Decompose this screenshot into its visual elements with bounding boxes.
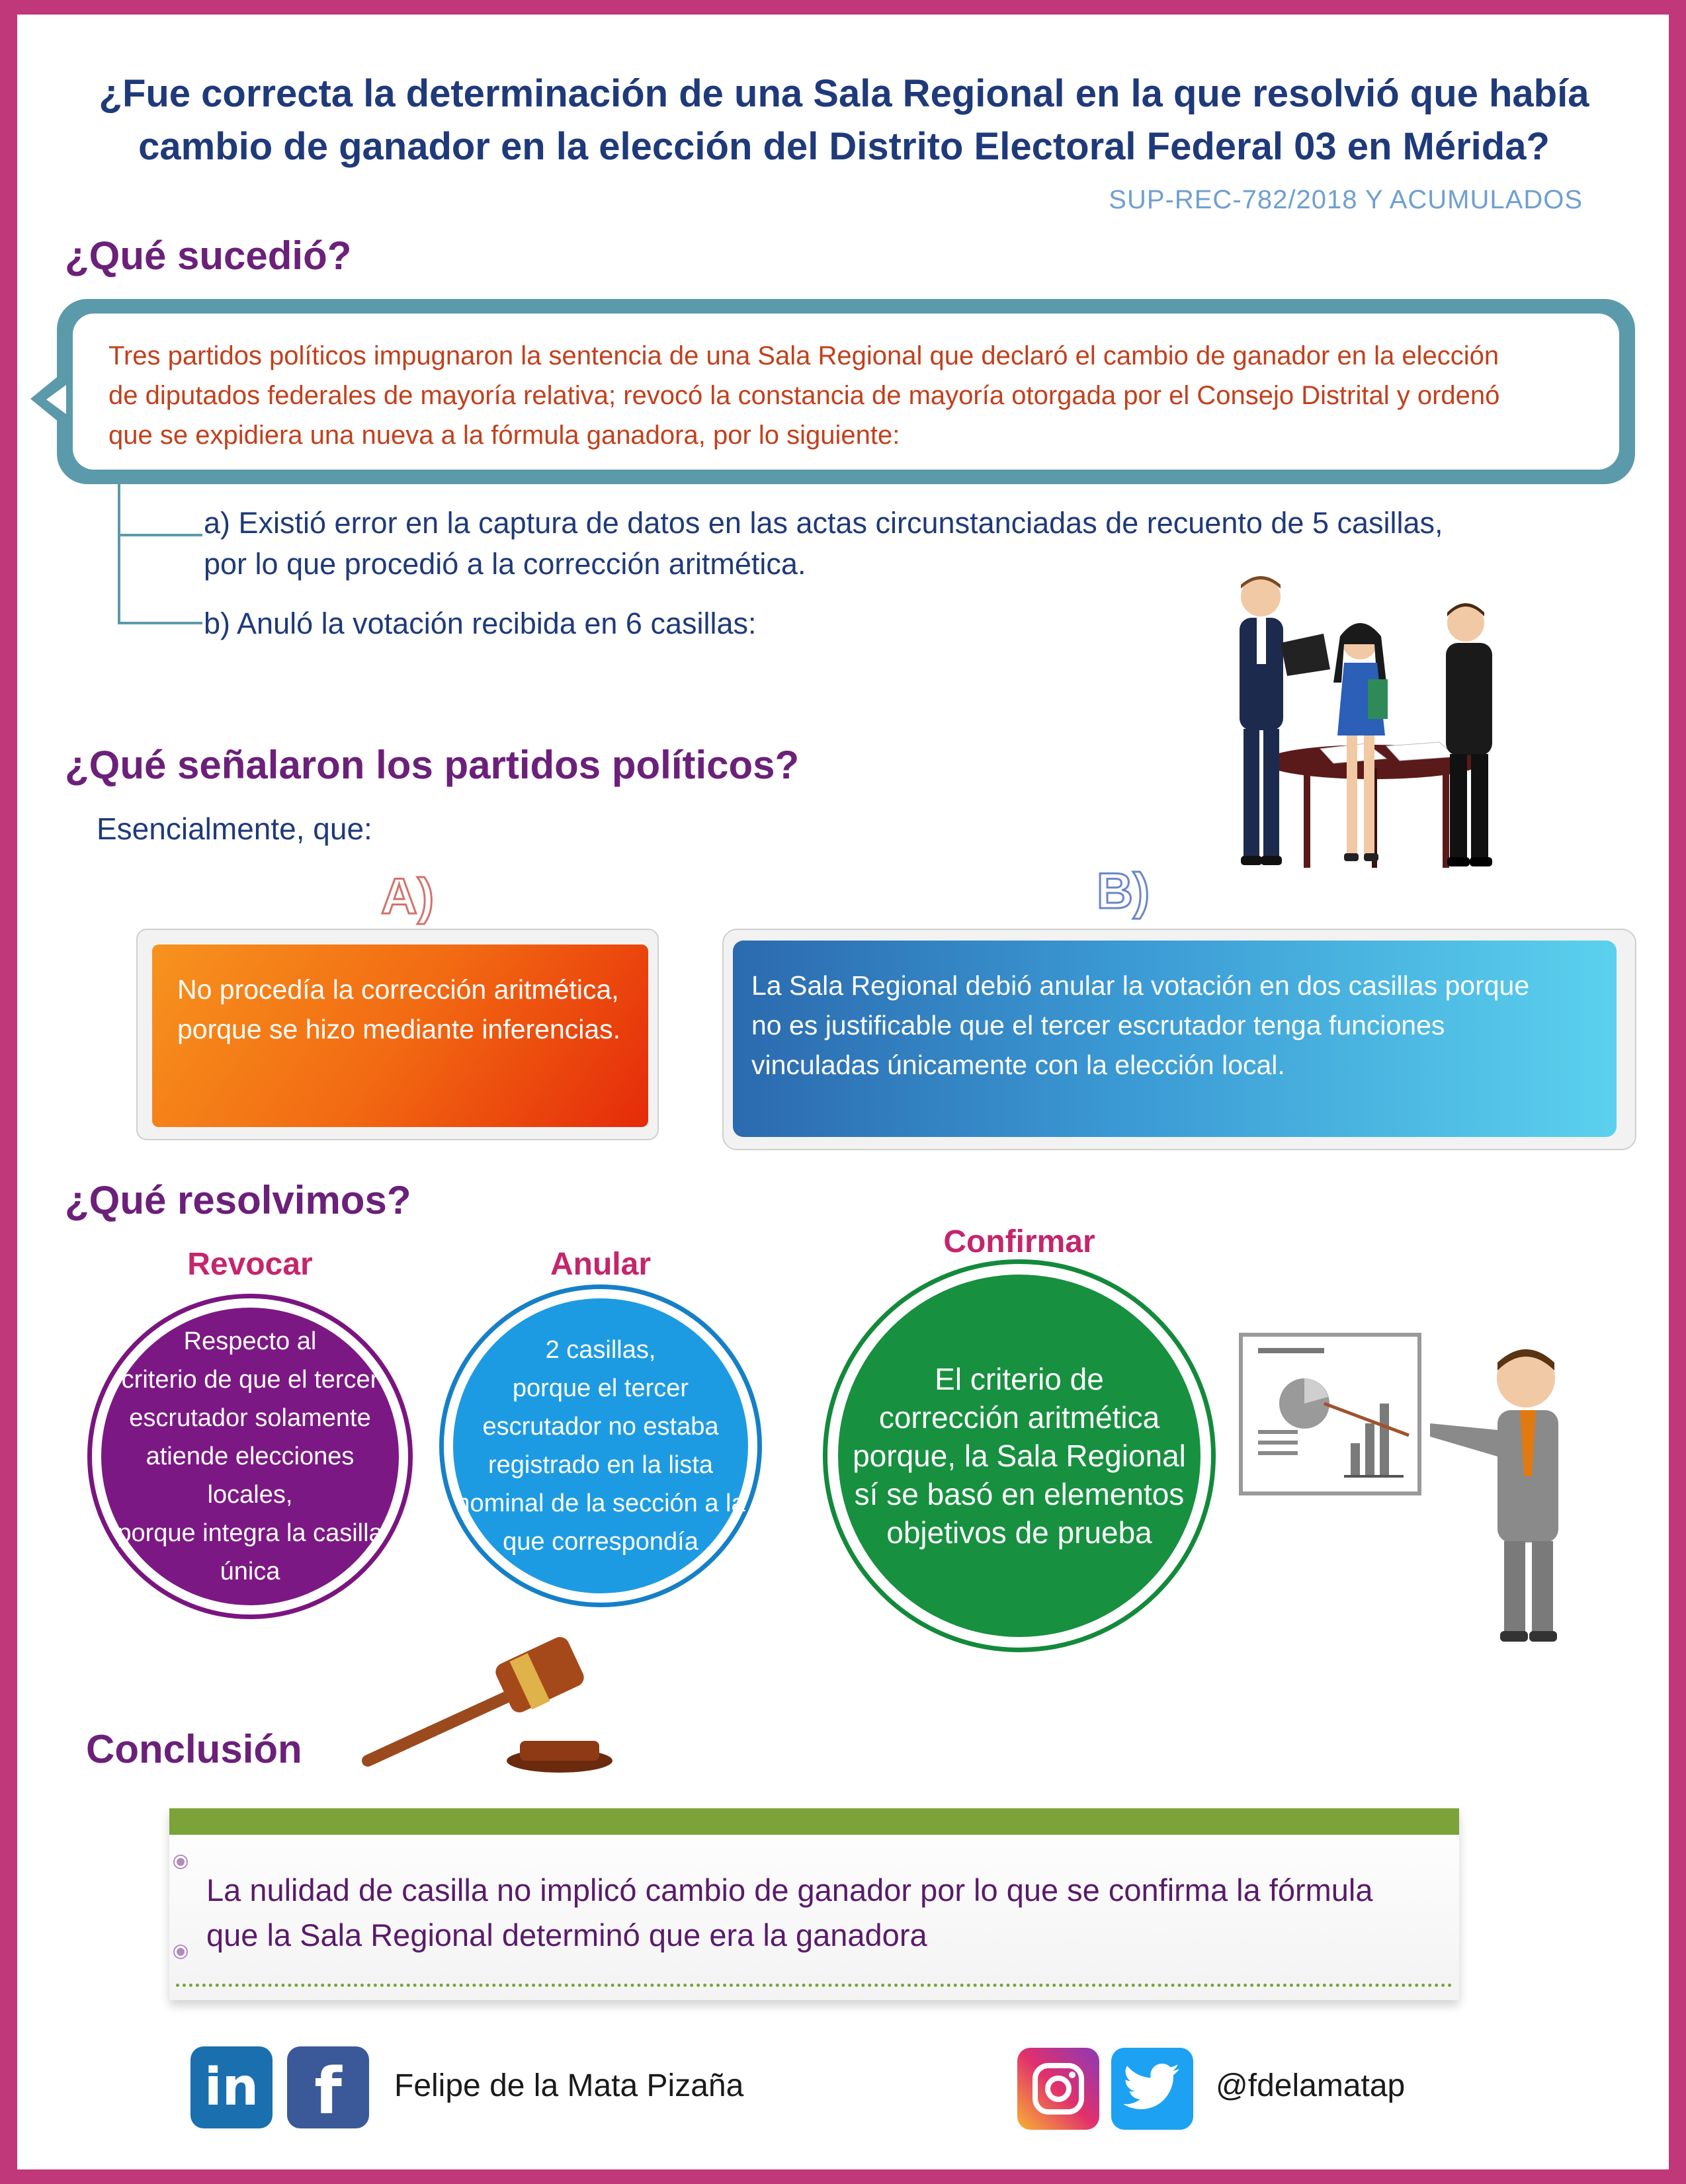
- conclusion-bullet-bottom: [175, 1946, 187, 1958]
- point-b: b) Anuló la votación recibida en 6 casillas:: [204, 607, 757, 640]
- tree-line-b: [118, 622, 202, 624]
- section-title-sucedio: ¿Qué sucedió?: [65, 233, 352, 278]
- confirmar-text: El criterio de corrección aritmética porque, la Sala Regional sí se basó en elementos objetivos de prueba: [853, 1362, 1186, 1550]
- anular-text: 2 casillas, porque el tercer escrutador no estaba registrado en la lista nominal de la sección a la que correspondía: [456, 1336, 745, 1556]
- gavel-icon: [355, 1628, 646, 1781]
- business-meeting-illustration: [1188, 570, 1545, 888]
- argument-a-text: No procedía la corrección aritmética, porque se hizo mediante inferencias.: [152, 945, 648, 1127]
- section-title-resolvimos: ¿Qué resolvimos?: [65, 1178, 411, 1222]
- author-name: Felipe de la Mata Pizaña: [394, 2068, 744, 2103]
- main-title: ¿Fue correcta la determinación de una Sala Regional en la que resolvió que había cambio de ganador en la elección del Distrito Electoral Federal 03 en Mérida?: [99, 72, 1589, 168]
- circle-anular: [439, 1284, 762, 1607]
- linkedin-icon[interactable]: in: [190, 2046, 273, 2128]
- infographic-page: [17, 15, 1669, 2169]
- case-reference: SUP-REC-782/2018 Y ACUMULADOS: [1109, 185, 1583, 214]
- twitter-bird: [1122, 2062, 1182, 2115]
- section-title-senalaron: ¿Qué señalaron los partidos políticos?: [65, 743, 800, 787]
- label-confirmar: Confirmar: [943, 1224, 1095, 1259]
- twitter-icon[interactable]: [1111, 2048, 1193, 2130]
- letter-b: B): [1097, 863, 1150, 919]
- letter-a: A): [381, 868, 435, 925]
- presenter-illustration: [1238, 1331, 1609, 1648]
- social-handle: @fdelamatap: [1216, 2068, 1406, 2103]
- bubble-tail-inner: [46, 385, 66, 414]
- conclusion-bullet-top: [175, 1856, 187, 1868]
- speech-bubble: [57, 299, 1635, 484]
- instagram-icon[interactable]: [1017, 2048, 1099, 2130]
- label-revocar: Revocar: [187, 1247, 313, 1282]
- argument-a-box: [136, 929, 659, 1140]
- circle-confirmar: [823, 1259, 1216, 1652]
- conclusion-top-bar: [169, 1808, 1459, 1835]
- revocar-text: Respecto al criterio de que el tercer escrutador solamente atiende elecciones locales, porque integra la casilla única: [117, 1327, 383, 1585]
- speech-bubble-text: Tres partidos políticos impugnaron la sentencia de una Sala Regional que declaró el cambio de ganador en la elección de diputados federales de mayoría relativa; revocó la constancia de mayoría otorgada por el Consejo Distrital y ordenó que se expidiera una nueva a la fórmula ganadora, por lo siguiente:: [73, 314, 1619, 470]
- facebook-icon[interactable]: f: [287, 2046, 369, 2128]
- point-a: a) Existió error en la captura de datos en las actas circunstanciadas de recuento de 5 casillas, por lo que procedió a la corrección aritmética.: [204, 506, 1443, 581]
- conclusion-text: La nulidad de casilla no implicó cambio de ganador por lo que se confirma la fórmula que la Sala Regional determinó que era la ganadora: [206, 1872, 1373, 1953]
- section-title-conclusion: Conclusión: [86, 1727, 302, 1771]
- argument-b-box: [722, 929, 1636, 1150]
- tree-line-a: [118, 534, 202, 536]
- label-anular: Anular: [550, 1247, 651, 1282]
- conclusion-dotted-line: [176, 1984, 1453, 1987]
- instagram-glyph: [1029, 2059, 1088, 2119]
- senalaron-subheading: Esencialmente, que:: [97, 812, 372, 846]
- argument-b-text: La Sala Regional debió anular la votación en dos casillas porque no es justificable que el tercer escrutador tenga funciones vinculadas únicamente con la elección local.: [733, 941, 1617, 1137]
- circle-revocar: [87, 1294, 413, 1619]
- tree-line-vertical: [118, 484, 120, 623]
- conclusion-box: [169, 1808, 1459, 2000]
